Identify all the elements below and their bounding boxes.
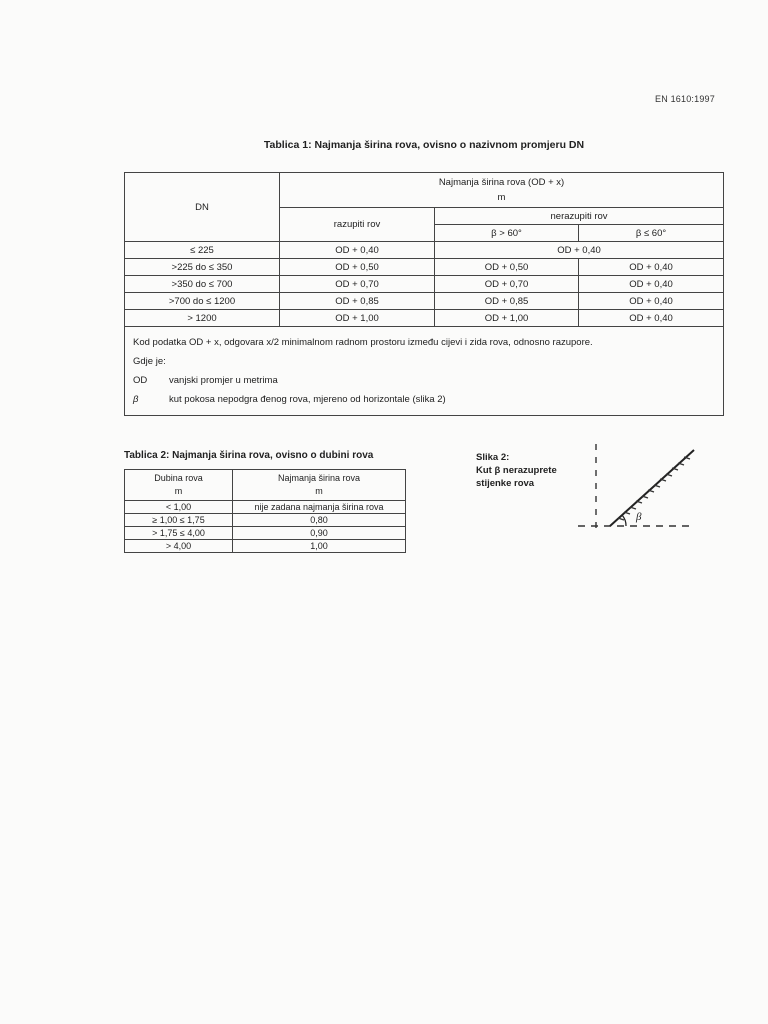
- depth-header-title: Dubina rova: [154, 473, 203, 483]
- table-row: [125, 540, 406, 553]
- table-row: [125, 242, 724, 259]
- trench-wall-slope: [610, 450, 694, 526]
- depth-cell: > 1,75 ≤ 4,00: [125, 527, 233, 540]
- table2-caption: Tablica 2: Najmanja širina rova, ovisno o dubini rova: [124, 450, 374, 461]
- shored-cell: OD + 0,70: [280, 276, 435, 293]
- table-row: [125, 310, 724, 327]
- min-width-group-title: Najmanja širina rova (OD + x): [438, 177, 565, 188]
- shored-cell: OD + 1,00: [280, 310, 435, 327]
- figure2-caption-line2: Kut β nerazuprete: [476, 465, 557, 476]
- width-header-title: Najmanja širina rova: [277, 473, 361, 483]
- beta-greater-60-header: β > 60°: [435, 225, 579, 242]
- dn-cell: ≤ 225: [125, 242, 280, 259]
- dn-cell: > 1200: [125, 310, 280, 327]
- od-symbol: OD: [133, 375, 148, 386]
- table-row: [125, 527, 406, 540]
- depth-cell: ≥ 1,00 ≤ 1,75: [125, 514, 233, 527]
- dn-cell: >700 do ≤ 1200: [125, 293, 280, 310]
- width-cell: nije zadana najmanja širina rova: [233, 501, 406, 514]
- width-cell: 1,00: [233, 540, 406, 553]
- beta-le-cell: OD + 0,40: [579, 293, 724, 310]
- unshored-merged-cell: OD + 0,40: [435, 242, 724, 259]
- table-row: [125, 276, 724, 293]
- od-description: vanjski promjer u metrima: [169, 375, 278, 386]
- figure2-caption-line1: Slika 2:: [476, 452, 510, 463]
- table1-caption: Tablica 1: Najmanja širina rova, ovisno o nazivnom promjeru DN: [263, 139, 585, 151]
- dn-column-header: DN: [125, 173, 280, 242]
- od-x-note: Kod podatka OD + x, odgovara x/2 minimalnom radnom prostoru između cijevi i zida rova, odnosno razupore.: [133, 337, 593, 348]
- trench-width-by-depth-table: [124, 469, 406, 553]
- od-definition: [133, 371, 715, 390]
- beta-symbol: β: [133, 394, 139, 405]
- trench-slope-angle-diagram: [570, 440, 700, 540]
- dn-cell: >350 do ≤ 700: [125, 276, 280, 293]
- beta-description: kut pokosa nepodgra đenog rova, mjereno od horizontale (slika 2): [169, 394, 446, 405]
- beta-gt-cell: OD + 0,70: [435, 276, 579, 293]
- beta-le-cell: OD + 0,40: [579, 310, 724, 327]
- unshored-trench-header: nerazupiti rov: [435, 208, 724, 225]
- shored-cell: OD + 0,40: [280, 242, 435, 259]
- depth-cell: < 1,00: [125, 501, 233, 514]
- width-column-header: [233, 470, 406, 501]
- table1-notes: [125, 327, 724, 416]
- soil-hatching: [618, 457, 690, 520]
- beta-gt-cell: OD + 1,00: [435, 310, 579, 327]
- figure2-caption: [476, 451, 557, 490]
- beta-le-cell: OD + 0,40: [579, 276, 724, 293]
- shored-cell: OD + 0,85: [280, 293, 435, 310]
- min-width-group-header: [280, 173, 724, 208]
- depth-column-header: [125, 470, 233, 501]
- table-row: [125, 514, 406, 527]
- beta-le-cell: OD + 0,40: [579, 259, 724, 276]
- depth-cell: > 4,00: [125, 540, 233, 553]
- standard-reference: EN 1610:1997: [655, 94, 715, 104]
- beta-gt-cell: OD + 0,50: [435, 259, 579, 276]
- angle-beta-symbol: β: [636, 511, 642, 523]
- shored-trench-header: razupiti rov: [280, 208, 435, 242]
- beta-definition: [133, 390, 715, 409]
- min-width-group-unit: m: [497, 192, 506, 203]
- width-cell: 0,80: [233, 514, 406, 527]
- depth-header-unit: m: [174, 486, 183, 496]
- figure2-caption-line3: stijenke rova: [476, 478, 535, 489]
- width-header-unit: m: [315, 486, 323, 496]
- trench-width-by-dn-table: [124, 172, 724, 416]
- table-row: [125, 293, 724, 310]
- shored-cell: OD + 0,50: [280, 259, 435, 276]
- beta-gt-cell: OD + 0,85: [435, 293, 579, 310]
- width-cell: 0,90: [233, 527, 406, 540]
- where-label: Gdje je:: [133, 356, 166, 367]
- beta-le-60-header: β ≤ 60°: [579, 225, 724, 242]
- table-row: [125, 259, 724, 276]
- table-row: [125, 501, 406, 514]
- angle-arc: [622, 515, 626, 526]
- dn-cell: >225 do ≤ 350: [125, 259, 280, 276]
